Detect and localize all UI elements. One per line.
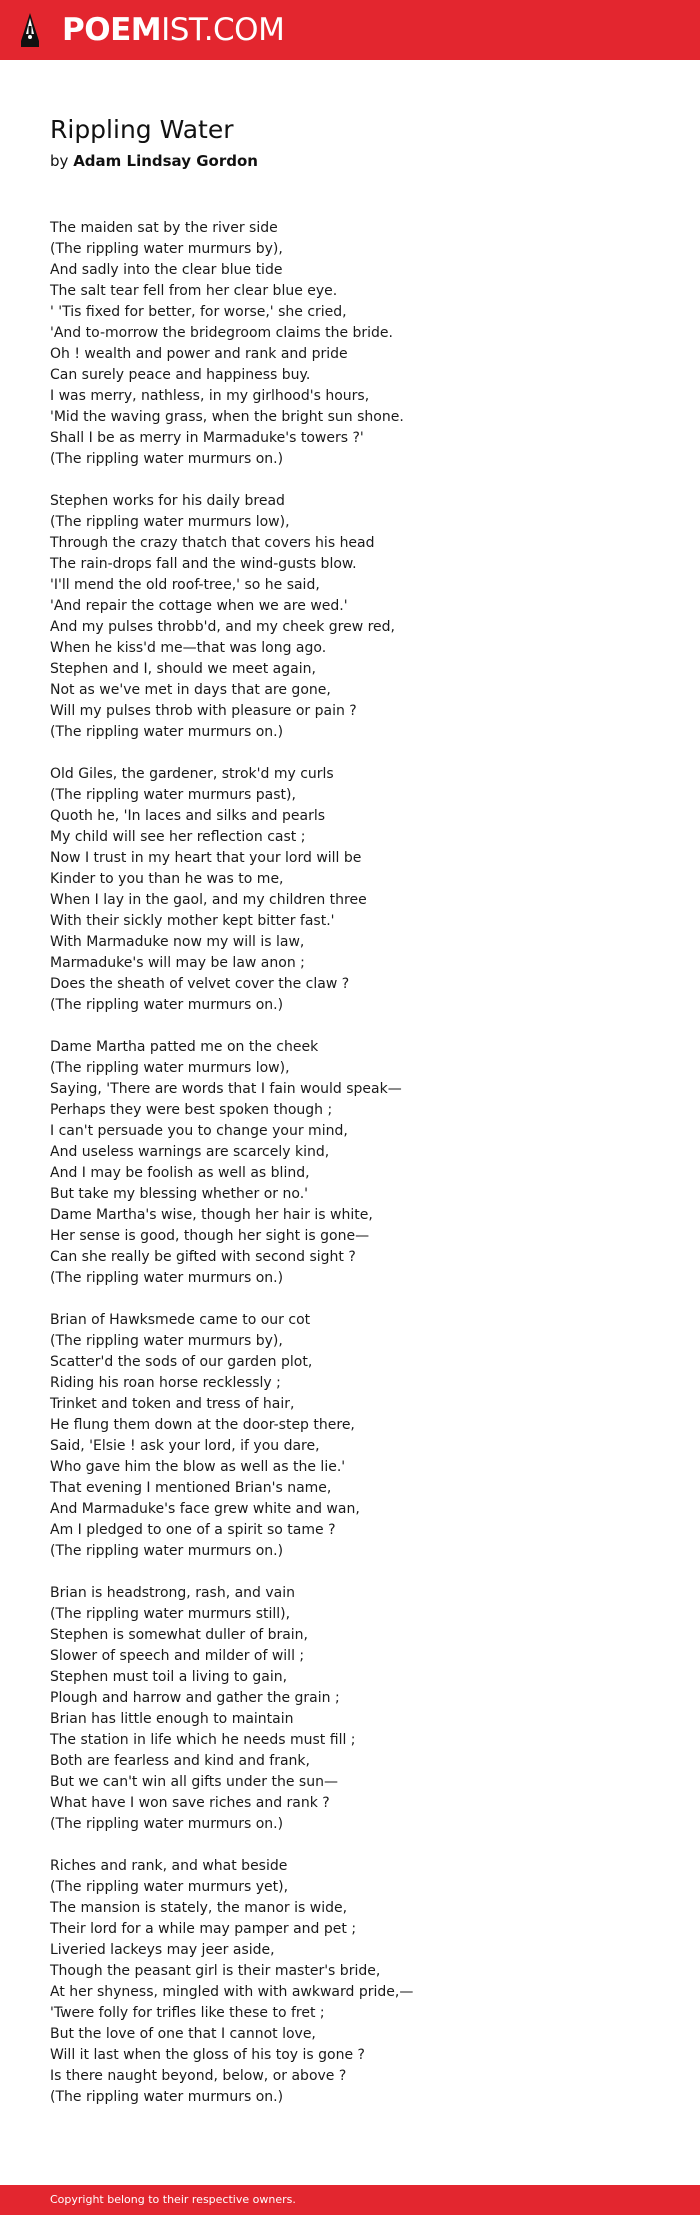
poem-line: (The rippling water murmurs by), [50, 1333, 283, 1349]
poem-line: Am I pledged to one of a spirit so tame ? [50, 1522, 336, 1538]
poem-line: I can't persuade you to change your mind, [50, 1123, 348, 1139]
poem-line: But the love of one that I cannot love, [50, 2026, 316, 2042]
poem-line: Stephen must toil a living to gain, [50, 1669, 288, 1685]
poem-author[interactable]: Adam Lindsay Gordon [73, 152, 258, 170]
poem-line: 'And repair the cottage when we are wed.' [50, 598, 348, 614]
poem-line: 'And to-morrow the bridegroom claims the bride. [50, 325, 393, 341]
poem-line: Marmaduke's will may be law anon ; [50, 955, 305, 971]
poem-line: Stephen and I, should we meet again, [50, 661, 316, 677]
poem-title: Rippling Water [50, 115, 234, 144]
poem-line: (The rippling water murmurs on.) [50, 2089, 284, 2105]
poem-line: But we can't win all gifts under the sun— [50, 1774, 338, 1790]
site-logo[interactable] [18, 12, 284, 48]
poem-line: (The rippling water murmurs on.) [50, 724, 284, 740]
pen-nib-icon [18, 12, 42, 48]
poem-line: Plough and harrow and gather the grain ; [50, 1690, 340, 1706]
poem-line: Slower of speech and milder of will ; [50, 1648, 305, 1664]
poem-line: He flung them down at the door-step there, [50, 1417, 355, 1433]
poem-line: Saying, 'There are words that I fain would speak— [50, 1081, 402, 1097]
poem-line: Through the crazy thatch that covers his head [50, 535, 375, 551]
poem-line: Will it last when the gloss of his toy is gone ? [50, 2047, 365, 2063]
poem-line: The mansion is stately, the manor is wide, [50, 1900, 348, 1916]
poem-line: ' 'Tis fixed for better, for worse,' she cried, [50, 304, 347, 320]
poem-line: Dame Martha patted me on the cheek [50, 1039, 319, 1055]
poem-line: Who gave him the blow as well as the lie.' [50, 1459, 346, 1475]
poem-line: Brian is headstrong, rash, and vain [50, 1585, 296, 1601]
poem-line: 'Twere folly for trifles like these to fret ; [50, 2005, 325, 2021]
site-header [0, 0, 700, 60]
poem-line: Not as we've met in days that are gone, [50, 682, 331, 698]
poem-line: Brian of Hawksmede came to our cot [50, 1312, 311, 1328]
poem-line: Riches and rank, and what beside [50, 1858, 288, 1874]
poem-line: (The rippling water murmurs on.) [50, 1270, 284, 1286]
poem-line: Shall I be as merry in Marmaduke's towers ?' [50, 430, 364, 446]
poem-stanza [50, 1310, 650, 1562]
poem-line: Is there naught beyond, below, or above ? [50, 2068, 347, 2084]
poem-line: Oh ! wealth and power and rank and pride [50, 346, 348, 362]
poem-line: Dame Martha's wise, though her hair is white, [50, 1207, 373, 1223]
site-footer [0, 2185, 700, 2215]
poem-line: When he kiss'd me—that was long ago. [50, 640, 327, 656]
poem-line: Both are fearless and kind and frank, [50, 1753, 310, 1769]
poem-line: The rain-drops fall and the wind-gusts blow. [50, 556, 357, 572]
poem-line: Her sense is good, though her sight is gone— [50, 1228, 370, 1244]
poem-line: Can she really be gifted with second sight ? [50, 1249, 356, 1265]
poem-line: Though the peasant girl is their master's bride, [50, 1963, 381, 1979]
poem-line: With Marmaduke now my will is law, [50, 934, 305, 950]
poem-stanza [50, 1583, 650, 1835]
poem-line: But take my blessing whether or no.' [50, 1186, 308, 1202]
poem-line: And useless warnings are scarcely kind, [50, 1144, 330, 1160]
poem-line: 'Mid the waving grass, when the bright sun shone. [50, 409, 404, 425]
poem-line: And my pulses throbb'd, and my cheek grew red, [50, 619, 396, 635]
poem-line: The station in life which he needs must fill ; [50, 1732, 356, 1748]
poem-line: Quoth he, 'In laces and silks and pearls [50, 808, 326, 824]
by-label: by [50, 152, 69, 170]
poem-content [50, 112, 650, 2129]
poem-line: Trinket and token and tress of hair, [50, 1396, 295, 1412]
poem-line: Can surely peace and happiness buy. [50, 367, 311, 383]
logo-text-bold: POEM [62, 12, 162, 48]
poem-byline [50, 150, 650, 172]
poem-line: Liveried lackeys may jeer aside, [50, 1942, 275, 1958]
poem-stanza [50, 218, 650, 470]
poem-line: (The rippling water murmurs past), [50, 787, 296, 803]
poem-line: Does the sheath of velvet cover the claw ? [50, 976, 350, 992]
poem-line: Stephen works for his daily bread [50, 493, 285, 509]
poem-line: Perhaps they were best spoken though ; [50, 1102, 333, 1118]
logo-wordmark [62, 12, 284, 48]
poem-line: (The rippling water murmurs on.) [50, 451, 284, 467]
poem-line: The salt tear fell from her clear blue eye. [50, 283, 338, 299]
poem-body [50, 218, 650, 2108]
poem-line: When I lay in the gaol, and my children three [50, 892, 367, 908]
poem-line: Will my pulses throb with pleasure or pain ? [50, 703, 357, 719]
poem-line: My child will see her reflection cast ; [50, 829, 306, 845]
poem-line: (The rippling water murmurs on.) [50, 1543, 284, 1559]
poem-line: Kinder to you than he was to me, [50, 871, 284, 887]
poem-line: (The rippling water murmurs low), [50, 514, 290, 530]
poem-line: Riding his roan horse recklessly ; [50, 1375, 281, 1391]
poem-line: (The rippling water murmurs yet), [50, 1879, 289, 1895]
poem-stanza [50, 1037, 650, 1289]
poem-line: Their lord for a while may pamper and pet ; [50, 1921, 357, 1937]
poem-stanza [50, 491, 650, 743]
poem-line: Said, 'Elsie ! ask your lord, if you dare, [50, 1438, 320, 1454]
poem-line: What have I won save riches and rank ? [50, 1795, 330, 1811]
poem-line: At her shyness, mingled with with awkward pride,— [50, 1984, 414, 2000]
poem-line: (The rippling water murmurs on.) [50, 1816, 284, 1832]
poem-stanza [50, 1856, 650, 2108]
poem-line: Scatter'd the sods of our garden plot, [50, 1354, 313, 1370]
poem-line: Brian has little enough to maintain [50, 1711, 294, 1727]
poem-line: And I may be foolish as well as blind, [50, 1165, 310, 1181]
logo-text-light: IST.COM [161, 12, 285, 48]
poem-line: With their sickly mother kept bitter fast.' [50, 913, 335, 929]
poem-line: Stephen is somewhat duller of brain, [50, 1627, 309, 1643]
poem-line: And Marmaduke's face grew white and wan, [50, 1501, 360, 1517]
poem-line: That evening I mentioned Brian's name, [50, 1480, 332, 1496]
poem-line: Now I trust in my heart that your lord will be [50, 850, 362, 866]
poem-line: (The rippling water murmurs on.) [50, 997, 284, 1013]
poem-line: Old Giles, the gardener, strok'd my curls [50, 766, 334, 782]
poem-stanza [50, 764, 650, 1016]
copyright-text: Copyright belong to their respective owners. [50, 2193, 296, 2206]
poem-line: The maiden sat by the river side [50, 220, 278, 236]
poem-line: 'I'll mend the old roof-tree,' so he said, [50, 577, 320, 593]
poem-line: And sadly into the clear blue tide [50, 262, 283, 278]
poem-line: (The rippling water murmurs still), [50, 1606, 291, 1622]
poem-line: (The rippling water murmurs low), [50, 1060, 290, 1076]
poem-line: I was merry, nathless, in my girlhood's hours, [50, 388, 370, 404]
poem-line: (The rippling water murmurs by), [50, 241, 283, 257]
